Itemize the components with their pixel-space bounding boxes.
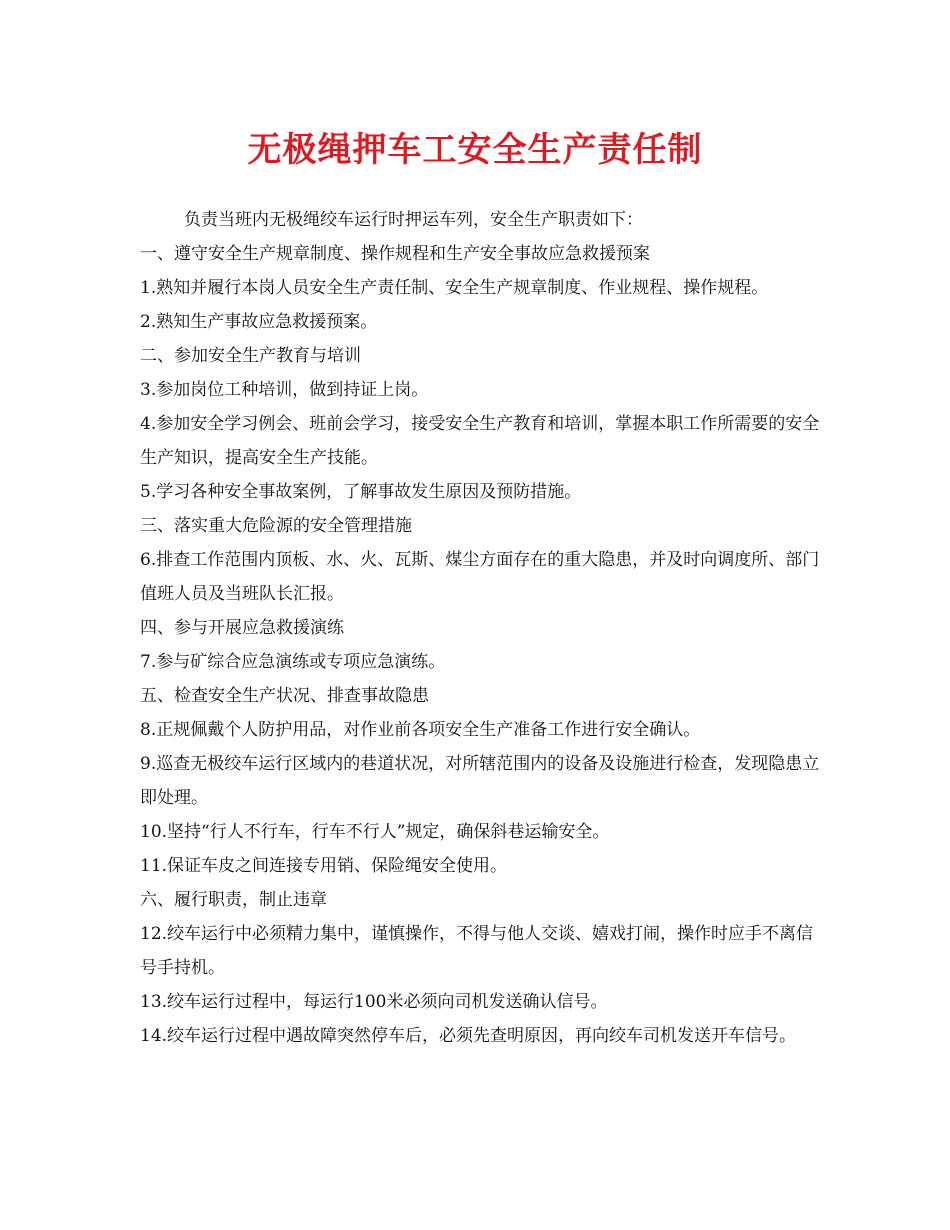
section-heading-2: 二、参加安全生产教育与培训 (140, 346, 361, 366)
list-item-4: 4.参加安全学习例会、班前会学习，接受安全生产教育和培训，掌握本职工作所需要的安全生产知识，提高安全生产技能。 (140, 414, 820, 468)
list-item-8: 8.正规佩戴个人防护用品，对作业前各项安全生产准备工作进行安全确认。 (140, 720, 701, 740)
intro-paragraph: 负责当班内无极绳绞车运行时押运车列，安全生产职责如下： (184, 210, 643, 230)
list-item-3: 3.参加岗位工种培训，做到持证上岗。 (140, 380, 429, 400)
list-item-14: 14.绞车运行过程中遇故障突然停车后，必须先查明原因，再向绞车司机发送开车信号。 (140, 1026, 797, 1046)
list-item-5: 5.学习各种安全事故案例，了解事故发生原因及预防措施。 (140, 482, 582, 502)
list-item-1: 1.熟知并履行本岗人员安全生产责任制、安全生产规章制度、作业规程、操作规程。 (140, 278, 769, 298)
document-body (140, 203, 830, 1053)
list-item-13: 13.绞车运行过程中，每运行100米必须向司机发送确认信号。 (140, 992, 608, 1012)
section-heading-5: 五、检查安全生产状况、排查事故隐患 (140, 686, 429, 706)
list-item-6: 6.排查工作范围内顶板、水、火、瓦斯、煤尘方面存在的重大隐患，并及时向调度所、部门值班人员及当班队长汇报。 (140, 550, 820, 604)
list-item-9: 9.巡查无极绞车运行区域内的巷道状况，对所辖范围内的设备及设施进行检查，发现隐患立即处理。 (140, 754, 820, 808)
section-heading-1: 一、遵守安全生产规章制度、操作规程和生产安全事故应急救援预案 (140, 244, 650, 264)
list-item-10: 10.坚持“行人不行车，行车不行人”规定，确保斜巷运输安全。 (140, 822, 610, 842)
list-item-11: 11.保证车皮之间连接专用销、保险绳安全使用。 (140, 856, 508, 876)
section-heading-4: 四、参与开展应急救援演练 (140, 618, 344, 638)
list-item-12: 12.绞车运行中必须精力集中，谨慎操作，不得与他人交谈、嬉戏打闹，操作时应手不离信号手持机。 (140, 924, 814, 978)
section-heading-3: 三、落实重大危险源的安全管理措施 (140, 516, 412, 536)
document-title: 无极绳押车工安全生产责任制 (247, 130, 703, 170)
list-item-2: 2.熟知生产事故应急救援预案。 (140, 312, 378, 332)
list-item-7: 7.参与矿综合应急演练或专项应急演练。 (140, 652, 446, 672)
section-heading-6: 六、履行职责，制止违章 (140, 890, 327, 910)
